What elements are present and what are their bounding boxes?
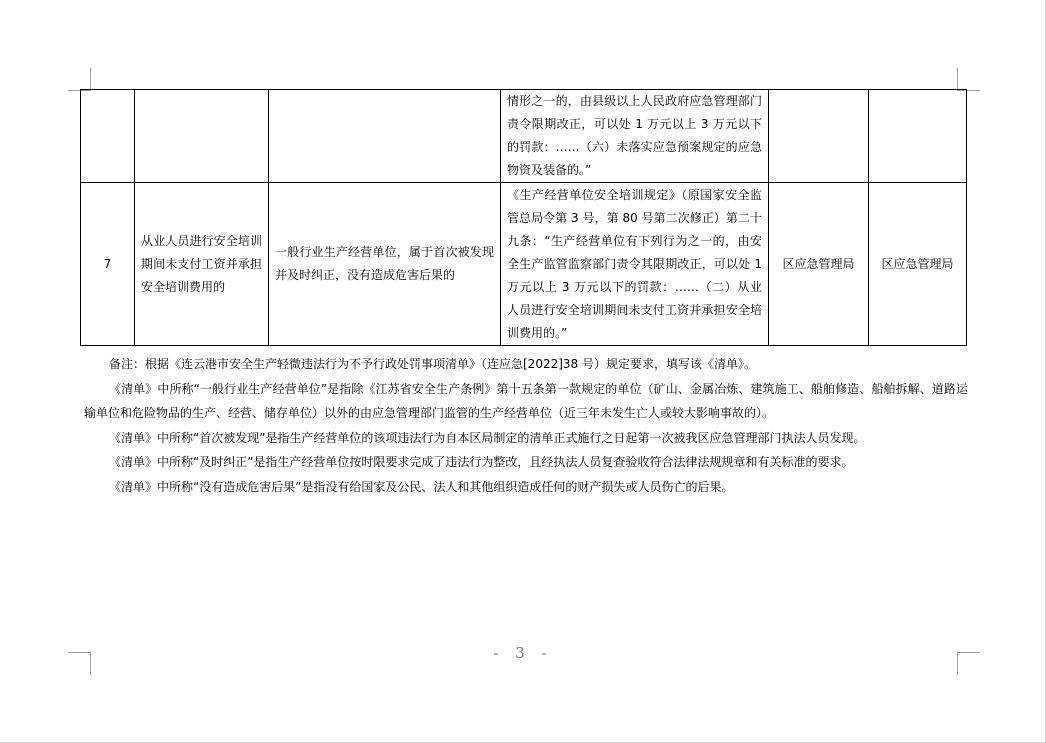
table-cell-violation: 从业人员进行安全培训期间未支付工资并承担安全培训费用的 bbox=[135, 183, 269, 346]
note-paragraph: 《清单》中所称“没有造成危害后果”是指没有给国家及公民、法人和其他组织造成任何的财产损失或人员伤亡的后果。 bbox=[109, 479, 734, 494]
table-row bbox=[81, 90, 967, 183]
note-paragraph: 《清单》中所称“及时纠正”是指生产经营单位按时限要求完成了违法行为整改，且经执法人员复查验收符合法律法规规章和有关标准的要求。 bbox=[109, 455, 854, 469]
table-row bbox=[81, 183, 967, 346]
table-cell-authority: 区应急管理局 bbox=[869, 183, 967, 346]
table-cell-number bbox=[81, 90, 135, 183]
note-paragraph: 《清单》中所称“一般行业生产经营单位”是指除《江苏省安全生产条例》第十五条第一款规定的单位（矿山、金属冶炼、建筑施工、船舶修造、船舶拆解、道路运输单位和危险物品的生产、经营、储存单位）以外的由应急管理部门监管的生产经营单位（近三年未发生亡人或较大影响事故的）。 bbox=[84, 381, 968, 420]
crop-mark-top-right bbox=[957, 68, 980, 91]
table-cell-authority: 区应急管理局 bbox=[769, 183, 869, 346]
violations-table bbox=[80, 89, 967, 346]
table-cell-condition: 一般行业生产经营单位，属于首次被发现并及时纠正，没有造成危害后果的 bbox=[269, 183, 501, 346]
table-cell-legal-basis: 《生产经营单位安全培训规定》（原国家安全监管总局令第 3 号，第 80 号第二次修正）第二十九条：“生产经营单位有下列行为之一的，由安全生产监管监察部门责令其限期改正，可以处 1 万元以上 3 万元以下的罚款：……（二）从业人员进行安全培训期间未支付工资并承担安全培训费用的。” bbox=[501, 183, 769, 346]
crop-mark-top-left bbox=[68, 68, 91, 91]
note-paragraph: 《清单》中所称“首次被发现”是指生产经营单位的该项违法行为自本区局制定的清单正式施行之日起第一次被我区应急管理部门执法人员发现。 bbox=[109, 430, 866, 445]
note-paragraph: 备注：根据《连云港市安全生产轻微违法行为不予行政处罚事项清单》（连应急[2022]38 号）规定要求，填写该《清单》。 bbox=[109, 357, 756, 371]
table-cell-violation bbox=[135, 90, 269, 183]
table-cell-authority bbox=[769, 90, 869, 183]
table-cell-authority bbox=[869, 90, 967, 183]
table-cell-legal-basis: 情形之一的，由县级以上人民政府应急管理部门责令限期改正，可以处 1 万元以上 3 万元以下的罚款：……（六）未落实应急预案规定的应急物资及装备的。” bbox=[501, 90, 769, 183]
table-cell-number: 7 bbox=[81, 183, 135, 346]
notes-section bbox=[84, 352, 968, 499]
table-cell-condition bbox=[269, 90, 501, 183]
page-number: - 3 - bbox=[493, 644, 553, 662]
